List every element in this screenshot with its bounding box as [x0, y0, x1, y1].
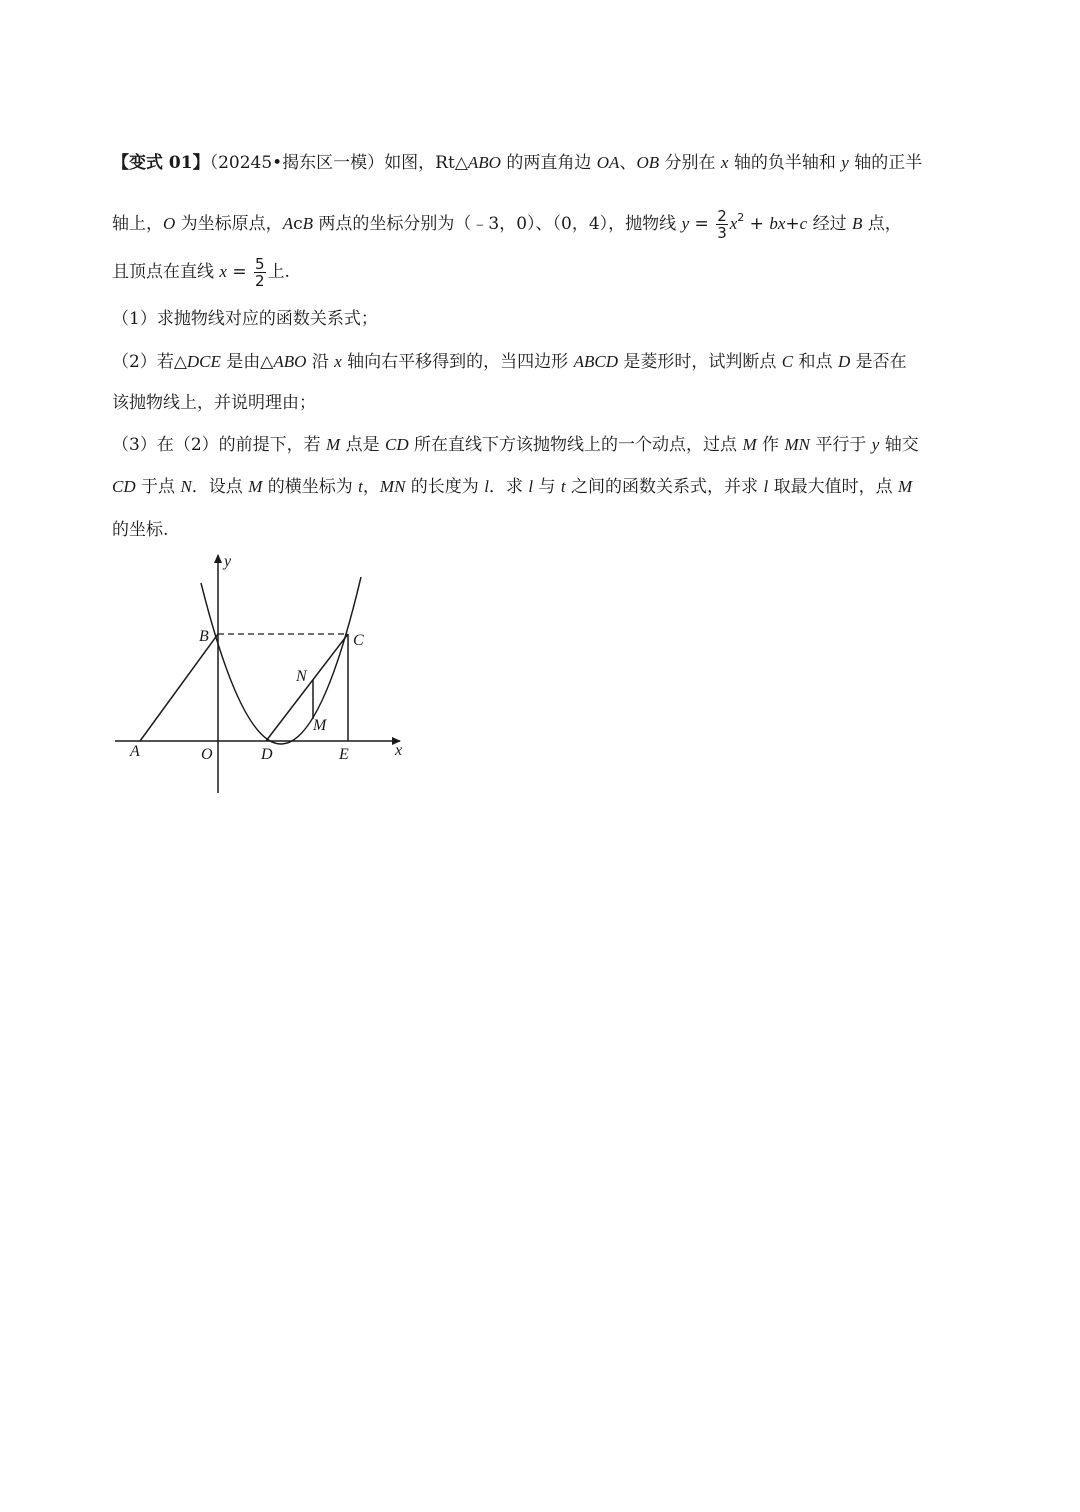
question-3-line-2 — [112, 472, 912, 502]
text: 轴向右平移得到的，当四边形 — [341, 352, 574, 372]
math-var: ABO — [273, 352, 307, 371]
math-var: D — [837, 352, 851, 371]
parabola — [201, 577, 361, 744]
plus: + — [785, 214, 800, 234]
question-3-line-3: 的坐标. — [112, 520, 169, 540]
math-var: x — [720, 153, 729, 172]
exponent: 2 — [737, 211, 745, 224]
fraction-five-halves — [254, 256, 266, 289]
math-var: y — [681, 214, 690, 233]
text: 取最大值时，点 — [768, 477, 898, 497]
label-y: y — [224, 553, 232, 570]
math-var: y — [871, 435, 880, 454]
text: 点是 — [340, 435, 386, 455]
math-var: t — [358, 477, 363, 496]
variant-tag: 【变式 01】 — [112, 153, 210, 173]
math-var: ABO — [467, 153, 501, 172]
text: 是否在 — [850, 352, 907, 372]
fraction-two-thirds — [716, 208, 728, 241]
math-var: c — [799, 214, 808, 233]
math-var: M — [248, 477, 263, 496]
math-var: OB — [636, 153, 660, 172]
math-var: x — [729, 214, 738, 233]
text: 的长度为 — [405, 477, 485, 497]
text: 轴交 — [879, 435, 919, 455]
text: 的两直角边 — [500, 153, 597, 173]
text: 上. — [267, 262, 290, 282]
math-var: B — [852, 214, 863, 233]
text: （2）若△ — [112, 352, 187, 372]
text: 之间的函数关系式，并求 — [565, 477, 764, 497]
text: 分别在 — [659, 153, 721, 173]
text: ．求 — [488, 477, 529, 497]
label-m: M — [313, 717, 327, 734]
text: ．设点 — [191, 477, 249, 497]
text: 两点的坐标分别为（﹣3，0）、（0，4），抛物线 — [313, 214, 682, 234]
label-n: N — [296, 668, 307, 685]
text: 轴的负半轴和 — [728, 153, 842, 173]
question-2-line-2: 该抛物线上，并说明理由； — [112, 393, 316, 413]
math-var: MN — [784, 435, 810, 454]
question-3-line-1 — [112, 430, 919, 460]
math-var: DCE — [186, 352, 221, 371]
math-var: O — [163, 214, 176, 233]
label-a: A — [130, 743, 140, 760]
math-var: M — [742, 435, 757, 454]
math-var: t — [560, 477, 566, 496]
label-e: E — [339, 746, 349, 763]
denominator: 3 — [717, 224, 727, 242]
math-var: l — [484, 477, 489, 496]
numerator: 2 — [717, 207, 727, 225]
math-var: A — [282, 214, 294, 233]
math-var: ABCD — [573, 352, 618, 371]
math-var: N — [180, 477, 192, 496]
math-var: bx — [769, 214, 786, 233]
math-var: M — [326, 435, 341, 454]
source-tag: （20245•揭东区一模） — [209, 153, 385, 173]
text: 如图，Rt△ — [384, 153, 468, 173]
text: 于点 — [135, 477, 181, 497]
math-var: y — [841, 153, 849, 172]
segment-dc — [266, 634, 348, 741]
equals: = — [689, 214, 715, 234]
problem-line-1 — [112, 148, 922, 178]
math-var: OA — [596, 153, 620, 172]
text: 点， — [862, 214, 902, 234]
math-var: l — [763, 477, 769, 496]
text: ， — [362, 477, 380, 497]
geometry-figure — [110, 548, 420, 798]
label-b: B — [199, 628, 209, 645]
problem-line-2 — [112, 198, 902, 242]
label-d: D — [261, 746, 273, 763]
plus: + — [744, 214, 770, 234]
text: 经过 — [807, 214, 852, 234]
text: 所在直线下方该抛物线上的一个动点，过点 — [408, 435, 743, 455]
text: 作 — [756, 435, 785, 455]
math-var: C — [781, 352, 794, 371]
label-c: C — [353, 632, 364, 649]
denominator: 2 — [255, 272, 265, 290]
text: 平行于 — [809, 435, 872, 455]
text: 与 — [533, 477, 561, 497]
question-1: （1）求抛物线对应的函数关系式； — [112, 309, 378, 329]
text: （3）在（2）的前提下，若 — [112, 435, 327, 455]
math-var: l — [528, 477, 534, 496]
label-x: x — [395, 742, 403, 759]
label-o: O — [201, 746, 213, 763]
text: 是由△ — [220, 352, 274, 372]
text: c — [293, 214, 303, 234]
text: 、 — [619, 153, 637, 173]
equals: = — [226, 262, 253, 282]
text: 且顶点在直线 — [112, 262, 220, 282]
math-var: x — [334, 352, 342, 371]
text: 轴的正半 — [848, 153, 923, 173]
problem-line-3 — [112, 252, 290, 292]
text: 为坐标原点， — [175, 214, 283, 234]
math-var: B — [302, 214, 313, 233]
numerator: 5 — [255, 255, 265, 273]
segment-ab — [140, 634, 218, 741]
text: 是菱形时，试判断点 — [617, 352, 782, 372]
math-var: MN — [379, 477, 406, 496]
text: 轴上， — [112, 214, 163, 234]
math-var: CD — [385, 435, 409, 454]
text: 沿 — [306, 352, 335, 372]
math-var: M — [898, 477, 913, 496]
text: 和点 — [793, 352, 838, 372]
math-var: x — [219, 262, 227, 281]
question-2-line-1 — [112, 347, 907, 377]
text: 的横坐标为 — [262, 477, 359, 497]
math-var: CD — [112, 477, 136, 496]
